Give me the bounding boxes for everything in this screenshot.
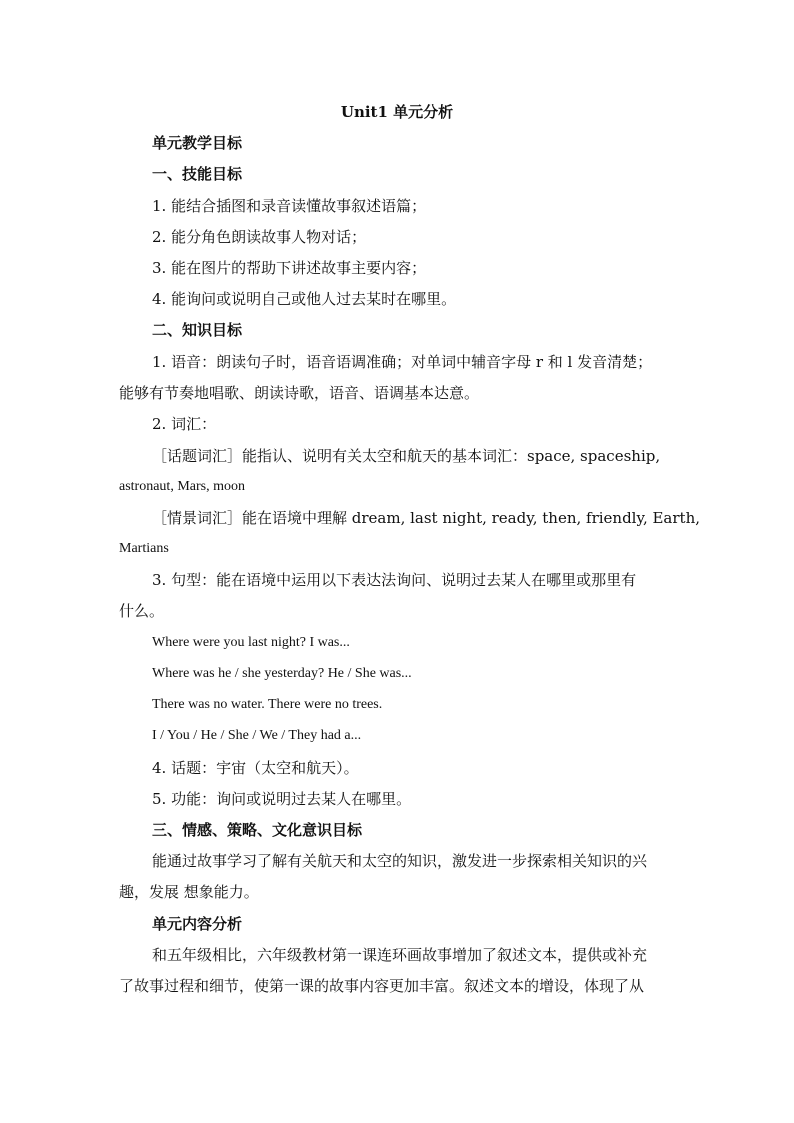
heading-skill-goals: 一、技能目标 — [152, 165, 243, 183]
topic-vocabulary-line-1: ［话题词汇］能指认、说明有关太空和航天的基本词汇：space, spaceship, — [152, 447, 661, 465]
heading-knowledge-goals: 二、知识目标 — [152, 321, 243, 339]
knowledge-vocabulary: 2. 词汇： — [152, 415, 217, 433]
knowledge-function: 5. 功能：询问或说明过去某人在哪里。 — [152, 790, 412, 808]
knowledge-sentence-line-1: 3. 句型：能在语境中运用以下表达法询问、说明过去某人在哪里或那里有 — [152, 571, 637, 589]
skill-item-4: 4. 能询问或说明自己或他人过去某时在哪里。 — [152, 290, 457, 308]
knowledge-topic: 4. 话题：宇宙（太空和航天）。 — [152, 759, 359, 777]
content-paragraph-line-1: 和五年级相比，六年级教材第一课连环画故事增加了叙述文本，提供或补充 — [152, 946, 648, 964]
page-title: Unit1 单元分析 — [340, 103, 454, 121]
heading-unit-goals: 单元教学目标 — [152, 134, 243, 152]
topic-vocabulary-line-2: astronaut, Mars, moon — [119, 479, 245, 494]
knowledge-sentence-line-2: 什么。 — [119, 602, 165, 620]
knowledge-phonics-line-1: 1. 语音：朗读句子时，语音语调准确；对单词中辅音字母 r 和 l 发音清楚； — [152, 353, 653, 371]
heading-emotion-goals: 三、情感、策略、文化意识目标 — [152, 821, 363, 839]
content-paragraph-line-2: 了故事过程和细节，使第一课的故事内容更加丰富。叙述文本的增设，体现了从 — [119, 977, 645, 995]
heading-content-analysis: 单元内容分析 — [152, 915, 243, 933]
skill-item-3: 3. 能在图片的帮助下讲述故事主要内容； — [152, 259, 427, 277]
emotion-paragraph-line-1: 能通过故事学习了解有关航天和太空的知识，激发进一步探索相关知识的兴 — [152, 852, 648, 870]
context-vocabulary-line-1: ［情景词汇］能在语境中理解 dream, last night, ready, then, friendly, Earth, — [152, 509, 701, 527]
knowledge-phonics-line-2: 能够有节奏地唱歌、朗读诗歌，语音、语调基本达意。 — [119, 384, 480, 402]
context-vocabulary-line-2: Martians — [119, 541, 169, 556]
emotion-paragraph-line-2: 趣，发展 想象能力。 — [119, 883, 259, 901]
skill-item-1: 1. 能结合插图和录音读懂故事叙述语篇； — [152, 197, 427, 215]
sentence-pattern-2: Where was he / she yesterday? He / She was... — [152, 666, 412, 681]
skill-item-2: 2. 能分角色朗读故事人物对话； — [152, 228, 367, 246]
sentence-pattern-3: There was no water. There were no trees. — [152, 697, 383, 712]
sentence-pattern-4: I / You / He / She / We / They had a... — [152, 728, 362, 743]
sentence-pattern-1: Where were you last night? I was... — [152, 635, 350, 650]
